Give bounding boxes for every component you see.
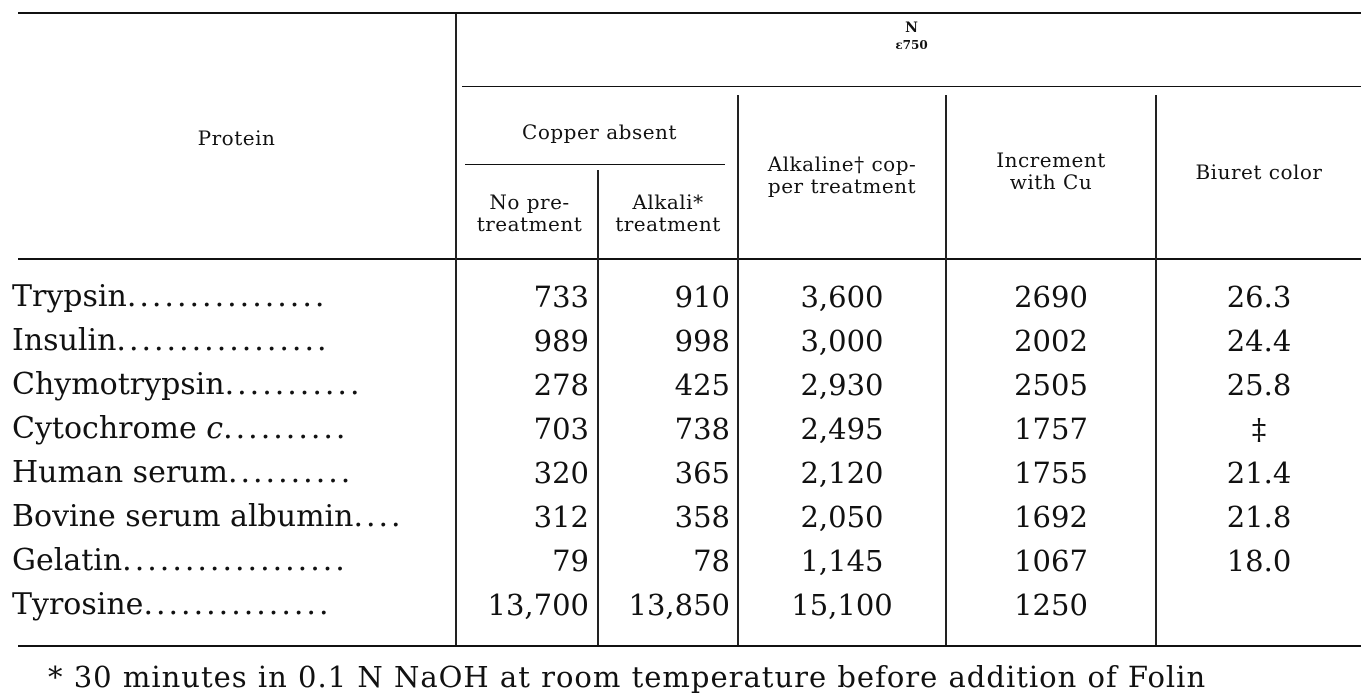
cell-no-pre: 13,700 (487, 588, 589, 622)
row-protein-label: Human serum.......... (12, 455, 354, 490)
cell-biuret: 24.4 (1226, 324, 1292, 358)
cell-biuret: ‡ (1251, 412, 1267, 446)
cell-biuret: 21.4 (1226, 456, 1292, 490)
cell-alkali: 998 (674, 324, 730, 358)
cell-alkaline-cu: 2,495 (800, 412, 884, 446)
cell-alkali: 358 (674, 500, 730, 534)
cell-alkaline-cu: 3,600 (800, 280, 884, 314)
cell-biuret: 26.3 (1226, 280, 1292, 314)
header-increment-line2: with Cu (1009, 170, 1093, 194)
header-alkaline-line1: Alkaline† cop- (767, 152, 917, 176)
header-group-title: N (905, 20, 918, 36)
row-protein-label: Insulin................. (12, 323, 330, 358)
cell-increment: 1755 (1014, 456, 1088, 490)
cell-alkaline-cu: 2,930 (800, 368, 884, 402)
row-protein-label: Cytochrome c.......... (12, 411, 349, 446)
top-rule (18, 12, 1361, 14)
cell-no-pre: 278 (533, 368, 589, 402)
cell-increment: 2690 (1014, 280, 1088, 314)
header-no-pre-line2: treatment (476, 212, 583, 236)
row-protein-label: Tyrosine............... (12, 587, 332, 622)
cell-biuret: 21.8 (1226, 500, 1292, 534)
copper-absent-rule (465, 164, 725, 165)
cell-alkaline-cu: 2,050 (800, 500, 884, 534)
cell-no-pre: 703 (533, 412, 589, 446)
cell-alkaline-cu: 15,100 (791, 588, 893, 622)
row-protein-label: Trypsin................ (12, 279, 328, 314)
cell-no-pre: 312 (533, 500, 589, 534)
cell-increment: 1757 (1014, 412, 1088, 446)
row-protein-label: Chymotrypsin........... (12, 367, 363, 402)
header-alkali-line2: treatment (615, 212, 721, 236)
header-copper-absent: Copper absent (522, 120, 677, 144)
cell-alkali: 738 (674, 412, 730, 446)
header-increment-line1: Increment (996, 148, 1106, 172)
cell-increment: 1067 (1014, 544, 1088, 578)
footnote: * 30 minutes in 0.1 N NaOH at room temperature before addition of Folin (48, 660, 1207, 694)
cell-no-pre: 733 (533, 280, 589, 314)
cell-alkaline-cu: 1,145 (800, 544, 884, 578)
header-protein: Protein (197, 126, 276, 150)
cell-increment: 2505 (1014, 368, 1088, 402)
cell-increment: 2002 (1014, 324, 1088, 358)
header-bottom-rule (18, 258, 1361, 260)
cell-biuret: 25.8 (1226, 368, 1292, 402)
cell-biuret: 18.0 (1226, 544, 1292, 578)
cell-alkali: 910 (674, 280, 730, 314)
cell-increment: 1250 (1014, 588, 1088, 622)
cell-alkali: 425 (674, 368, 730, 402)
column-divider-protein (455, 14, 457, 645)
cell-no-pre: 989 (533, 324, 589, 358)
cell-increment: 1692 (1014, 500, 1088, 534)
row-protein-label: Bovine serum albumin.... (12, 499, 404, 534)
row-protein-label: Gelatin.................. (12, 543, 348, 578)
table-bottom-rule (18, 645, 1361, 647)
cell-no-pre: 320 (533, 456, 589, 490)
header-alkali-line1: Alkali* (632, 190, 704, 214)
cell-alkali: 13,850 (628, 588, 730, 622)
cell-alkali: 365 (674, 456, 730, 490)
cell-alkali: 78 (693, 544, 730, 578)
header-group-subtitle: ε750 (895, 38, 928, 52)
header-alkaline-line2: per treatment (767, 174, 917, 198)
header-biuret: Biuret color (1195, 160, 1323, 184)
cell-alkaline-cu: 3,000 (800, 324, 884, 358)
cell-no-pre: 79 (552, 544, 589, 578)
header-no-pre-line1: No pre- (489, 190, 570, 214)
cell-alkaline-cu: 2,120 (800, 456, 884, 490)
group-rule (462, 86, 1361, 87)
